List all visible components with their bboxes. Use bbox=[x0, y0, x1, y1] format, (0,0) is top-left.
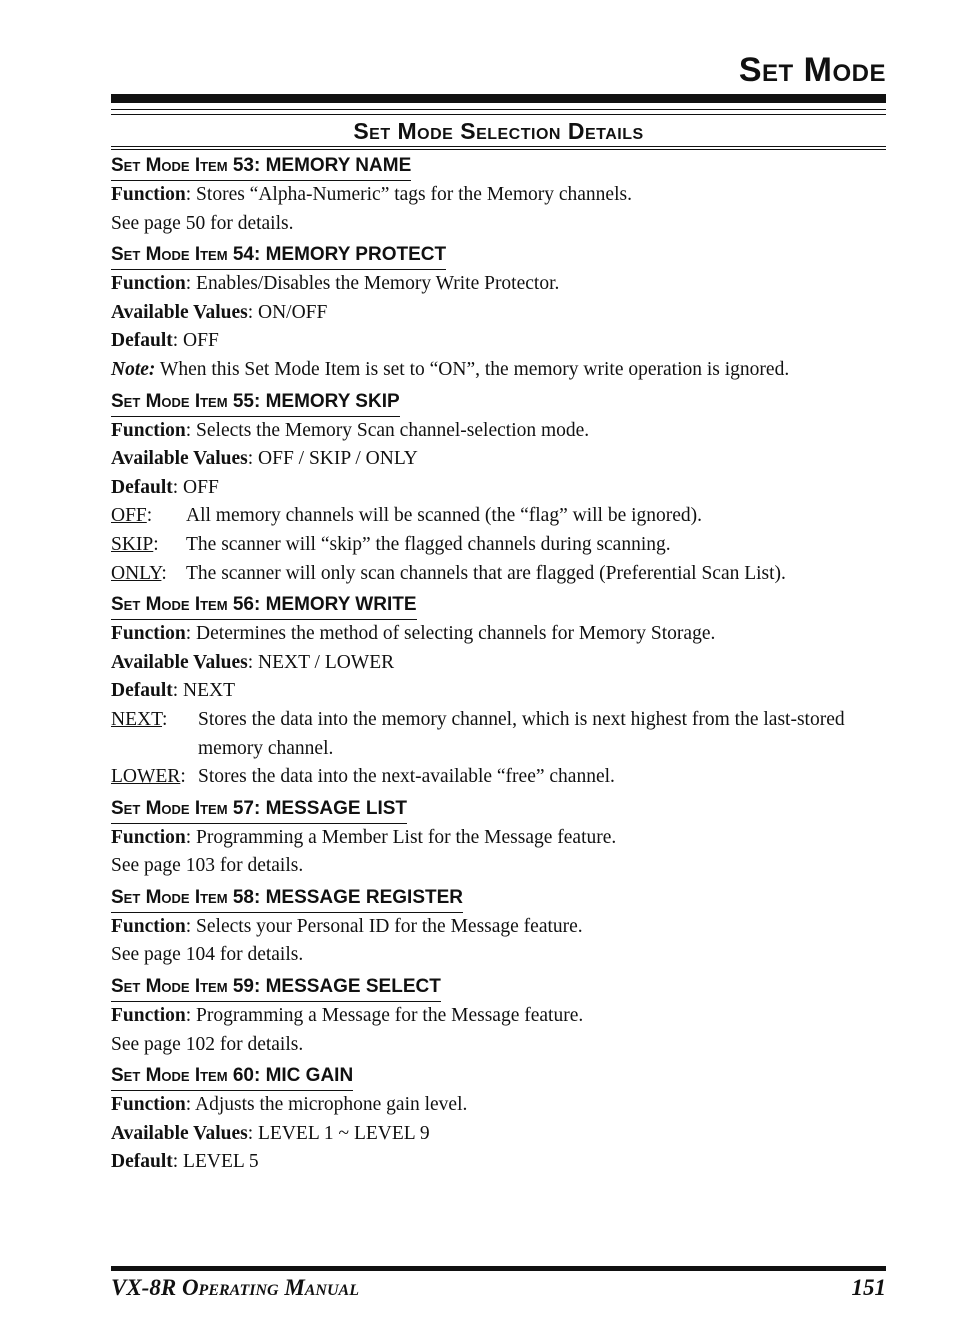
option-description: Stores the data into the memory channel, which is next highest from the last-stored memory channel. bbox=[198, 708, 845, 759]
header-thick-rule bbox=[111, 94, 886, 103]
function-label: Function bbox=[111, 915, 186, 937]
set-mode-item-56 bbox=[111, 593, 886, 792]
set-mode-item-57 bbox=[111, 797, 886, 881]
function-text: : Selects your Personal ID for the Message feature. bbox=[185, 915, 583, 937]
option-next bbox=[111, 706, 886, 763]
item-heading: Set Mode Item 54: MEMORY PROTECT bbox=[111, 243, 446, 270]
option-skip bbox=[111, 531, 886, 560]
footer-manual-title bbox=[111, 1272, 359, 1304]
function-label: Function bbox=[111, 419, 186, 441]
function-label: Function bbox=[111, 273, 186, 295]
option-off bbox=[111, 502, 886, 531]
page-title: Set Mode bbox=[738, 51, 886, 89]
function-line bbox=[111, 824, 886, 853]
function-text: : Programming a Message for the Message feature. bbox=[185, 1005, 584, 1027]
option-sep: : bbox=[162, 708, 168, 730]
default-label: Default bbox=[111, 1151, 173, 1173]
see-page-line: See page 50 for details. bbox=[111, 212, 294, 234]
option-description: Stores the data into the next-available “free” channel. bbox=[198, 766, 615, 788]
item-heading: Set Mode Item 57: MESSAGE LIST bbox=[111, 797, 407, 824]
function-line bbox=[111, 417, 886, 446]
see-page-line: See page 103 for details. bbox=[111, 855, 304, 877]
see-page-line: See page 104 for details. bbox=[111, 944, 304, 966]
default-label: Default bbox=[111, 680, 173, 702]
section-title: Set Mode Selection Details bbox=[353, 118, 644, 144]
item-heading: Set Mode Item 60: MIC GAIN bbox=[111, 1064, 353, 1091]
function-label: Function bbox=[111, 1094, 186, 1116]
values-line bbox=[111, 445, 886, 474]
set-mode-item-60 bbox=[111, 1064, 886, 1177]
item-heading: Set Mode Item 58: MESSAGE REGISTER bbox=[111, 886, 463, 913]
item-heading: Set Mode Item 55: MEMORY SKIP bbox=[111, 390, 400, 417]
option-key: ONLY bbox=[111, 562, 162, 584]
function-label: Function bbox=[111, 184, 186, 205]
note-text: When this Set Mode Item is set to “ON”, the memory write operation is ignored. bbox=[155, 358, 790, 380]
set-mode-item-59 bbox=[111, 975, 886, 1059]
default-text: : NEXT bbox=[172, 680, 236, 702]
default-line bbox=[111, 1148, 886, 1177]
values-label: Available Values bbox=[111, 448, 248, 470]
function-label: Function bbox=[111, 1005, 186, 1027]
function-line bbox=[111, 181, 886, 210]
function-text: : Determines the method of selecting channels for Memory Storage. bbox=[185, 623, 716, 645]
function-line bbox=[111, 620, 886, 649]
function-label: Function bbox=[111, 826, 186, 848]
values-line bbox=[111, 299, 886, 328]
option-key: OFF bbox=[111, 505, 147, 527]
function-label: Function bbox=[111, 623, 186, 645]
see-page-line: See page 102 for details. bbox=[111, 1033, 304, 1055]
function-line bbox=[111, 1091, 886, 1120]
option-key: LOWER bbox=[111, 766, 181, 788]
default-line bbox=[111, 474, 886, 503]
default-label: Default bbox=[111, 330, 173, 352]
option-sep: : bbox=[146, 505, 153, 527]
header-thin-rule bbox=[111, 109, 886, 110]
option-sep: : bbox=[180, 766, 186, 788]
function-text: : Enables/Disables the Memory Write Protector. bbox=[185, 273, 560, 295]
option-sep: : bbox=[153, 533, 159, 555]
option-description: The scanner will only scan channels that are flagged (Preferential Scan List). bbox=[186, 562, 786, 584]
footer-model: VX-8R bbox=[111, 1275, 177, 1300]
default-text: : LEVEL 5 bbox=[172, 1151, 259, 1173]
item-heading: Set Mode Item 53: MEMORY NAME bbox=[111, 154, 411, 181]
item-heading: Set Mode Item 59: MESSAGE SELECT bbox=[111, 975, 441, 1002]
function-text: : Stores “Alpha-Numeric” tags for the Memory channels. bbox=[185, 184, 632, 205]
values-line bbox=[111, 649, 886, 678]
values-text: : LEVEL 1 ~ LEVEL 9 bbox=[247, 1122, 430, 1144]
set-mode-item-53 bbox=[111, 154, 886, 238]
values-text: : ON/OFF bbox=[247, 301, 328, 323]
option-description: The scanner will “skip” the flagged channels during scanning. bbox=[186, 533, 671, 555]
function-text: : Programming a Member List for the Message feature. bbox=[185, 826, 617, 848]
note-label: Note: bbox=[111, 358, 156, 380]
section-bottom-rule bbox=[111, 146, 886, 147]
function-line bbox=[111, 1002, 886, 1031]
option-key: SKIP bbox=[111, 533, 154, 555]
function-text: : Selects the Memory Scan channel-selection mode. bbox=[185, 419, 590, 441]
default-text: : OFF bbox=[172, 330, 219, 352]
item-heading: Set Mode Item 56: MEMORY WRITE bbox=[111, 593, 417, 620]
section-top-rule bbox=[111, 114, 886, 115]
content bbox=[111, 154, 886, 1182]
footer-rule bbox=[111, 1266, 886, 1271]
values-label: Available Values bbox=[111, 651, 248, 673]
option-lower bbox=[111, 763, 886, 792]
option-only bbox=[111, 560, 886, 589]
values-label: Available Values bbox=[111, 301, 248, 323]
values-label: Available Values bbox=[111, 1122, 248, 1144]
manual-page bbox=[111, 0, 886, 1339]
option-description: All memory channels will be scanned (the “flag” will be ignored). bbox=[186, 505, 703, 527]
set-mode-item-55 bbox=[111, 390, 886, 589]
note-line bbox=[111, 356, 886, 385]
default-label: Default bbox=[111, 476, 173, 498]
function-text: : Adjusts the microphone gain level. bbox=[185, 1094, 468, 1116]
set-mode-item-54 bbox=[111, 243, 886, 384]
values-text: : OFF / SKIP / ONLY bbox=[247, 448, 418, 470]
function-line bbox=[111, 270, 886, 299]
default-line bbox=[111, 327, 886, 356]
values-text: : NEXT / LOWER bbox=[247, 651, 395, 673]
values-line bbox=[111, 1120, 886, 1149]
set-mode-item-58 bbox=[111, 886, 886, 970]
option-sep: : bbox=[161, 562, 167, 584]
option-key: NEXT bbox=[111, 708, 163, 730]
default-text: : OFF bbox=[172, 476, 219, 498]
footer-manual-name: Operating Manual bbox=[181, 1275, 359, 1300]
function-line bbox=[111, 913, 886, 942]
section-bottom-rule-2 bbox=[111, 149, 886, 150]
default-line bbox=[111, 677, 886, 706]
page-number: 151 bbox=[851, 1275, 886, 1300]
